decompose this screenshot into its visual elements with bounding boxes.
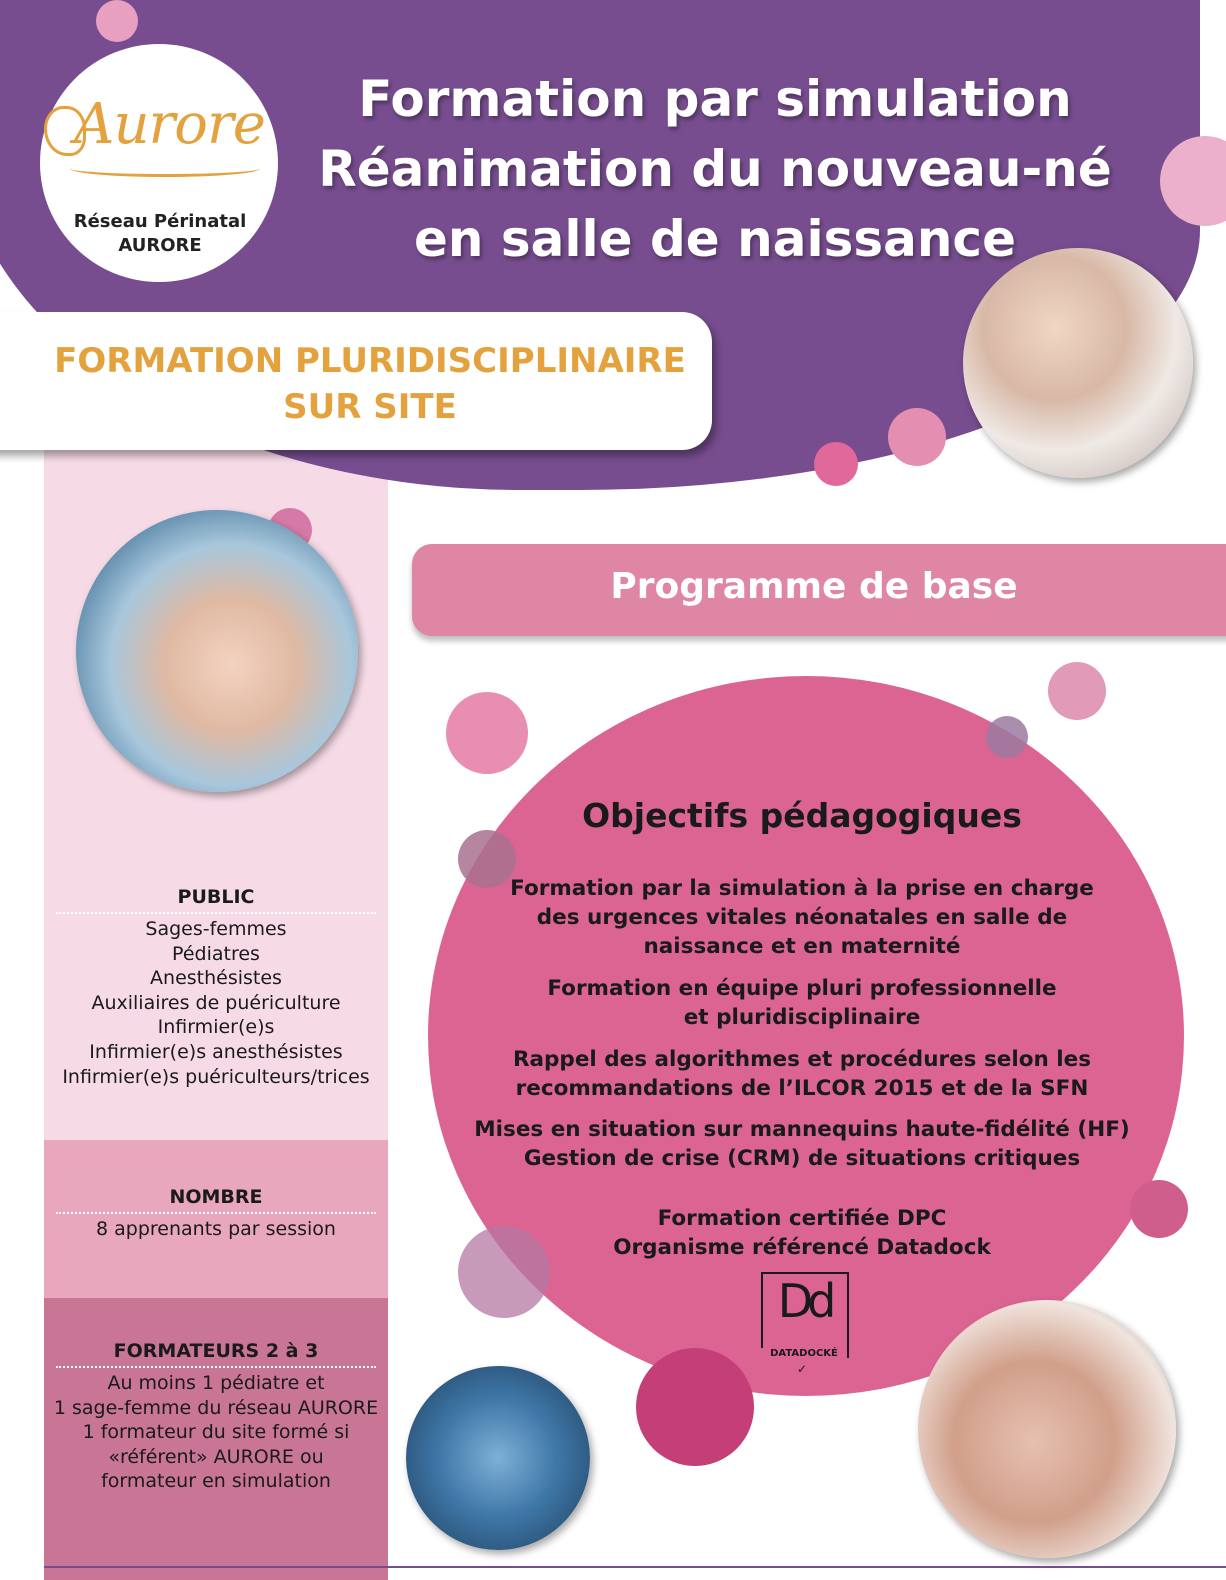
objective-line: Rappel des algorithmes et procédures selon les	[512, 1047, 1092, 1072]
formateurs-heading: FORMATEURS 2 à 3	[56, 1340, 376, 1368]
logo-swoosh	[70, 160, 260, 177]
photo-team-simulation	[406, 1366, 590, 1550]
check-icon: ✓	[797, 1362, 808, 1376]
formateurs-line: formateur en simulation	[101, 1470, 331, 1493]
programme-label: Programme de base	[610, 566, 1018, 607]
formateurs-line: «référent» AURORE ou	[108, 1445, 324, 1468]
objective-line: Formation en équipe pluri professionnelle	[547, 976, 1057, 1001]
logo-subtitle	[60, 210, 260, 258]
public-item: Auxiliaires de puériculture	[91, 991, 341, 1014]
objective-item	[470, 874, 1134, 961]
objective-line: des urgences vitales néonatales en salle de	[536, 905, 1068, 930]
title-line1: Formation par simulation	[358, 70, 1072, 128]
formateurs-line: 1 sage-femme du réseau AURORE	[53, 1396, 379, 1419]
certification-line: Organisme référencé Datadock	[613, 1235, 991, 1260]
banner-line2: SUR SITE	[283, 387, 457, 427]
logo-subtitle-line1: Réseau Périnatal	[73, 211, 247, 232]
datadock-letters: Dd	[777, 1274, 831, 1328]
public-item: Sages-femmes	[145, 918, 287, 940]
objective-line: recommandations de l’ILCOR 2015 et de la SFN	[515, 1076, 1089, 1101]
objective-item	[470, 1115, 1134, 1173]
objective-item	[470, 974, 1134, 1032]
objective-item	[470, 1045, 1134, 1103]
decorative-dot	[986, 716, 1028, 758]
photo-ventilation	[963, 248, 1193, 478]
public-item: Pédiatres	[172, 942, 260, 965]
certification-line: Formation certifiée DPC	[657, 1206, 947, 1231]
formateurs-list	[50, 1371, 382, 1494]
public-item: Infirmier(e)s	[157, 1016, 275, 1039]
decorative-dot	[636, 1348, 754, 1466]
decorative-dot	[446, 692, 528, 774]
decorative-dot	[96, 0, 138, 42]
photo-intubation	[918, 1300, 1176, 1558]
page-title	[300, 64, 1130, 274]
objectives-title: Objectifs pédagogiques	[582, 796, 1022, 835]
public-item: Infirmier(e)s anesthésistes	[89, 1040, 343, 1063]
decorative-dot	[814, 442, 858, 486]
nombre-text: 8 apprenants par session	[96, 1218, 336, 1240]
public-item: Anesthésistes	[150, 967, 282, 990]
decorative-dot	[888, 408, 946, 466]
objective-line: et pluridisciplinaire	[683, 1005, 921, 1030]
formation-banner-text	[40, 338, 700, 430]
public-item: Infirmier(e)s puériculteurs/trices	[62, 1065, 370, 1088]
objective-line: naissance et en maternité	[643, 934, 961, 959]
certification-text	[470, 1204, 1134, 1262]
bottom-divider	[44, 1566, 1226, 1568]
formateurs-line: Au moins 1 pédiatre et	[107, 1372, 325, 1394]
objective-line: Gestion de crise (CRM) de situations critiques	[523, 1146, 1081, 1171]
title-line2: Réanimation du nouveau-né	[318, 140, 1112, 198]
decorative-dot	[1048, 662, 1106, 720]
title-line3: en salle de naissance	[413, 210, 1016, 268]
decorative-dot	[1130, 1180, 1188, 1238]
logo-wordmark: Aurore	[74, 92, 265, 157]
banner-line1: FORMATION PLURIDISCIPLINAIRE	[54, 341, 686, 381]
nombre-heading: NOMBRE	[56, 1186, 376, 1214]
photo-resuscitation-manikin	[76, 510, 358, 792]
formateurs-line: 1 formateur du site formé si	[82, 1421, 350, 1444]
logo-subtitle-line2: AURORE	[118, 235, 202, 256]
public-heading: PUBLIC	[56, 886, 376, 914]
objective-line: Formation par la simulation à la prise en charge	[510, 876, 1094, 901]
objective-line: Mises en situation sur mannequins haute-fidélité (HF)	[474, 1117, 1130, 1142]
datadock-label: DATADOCKÉ	[761, 1348, 847, 1359]
public-list	[50, 917, 382, 1089]
